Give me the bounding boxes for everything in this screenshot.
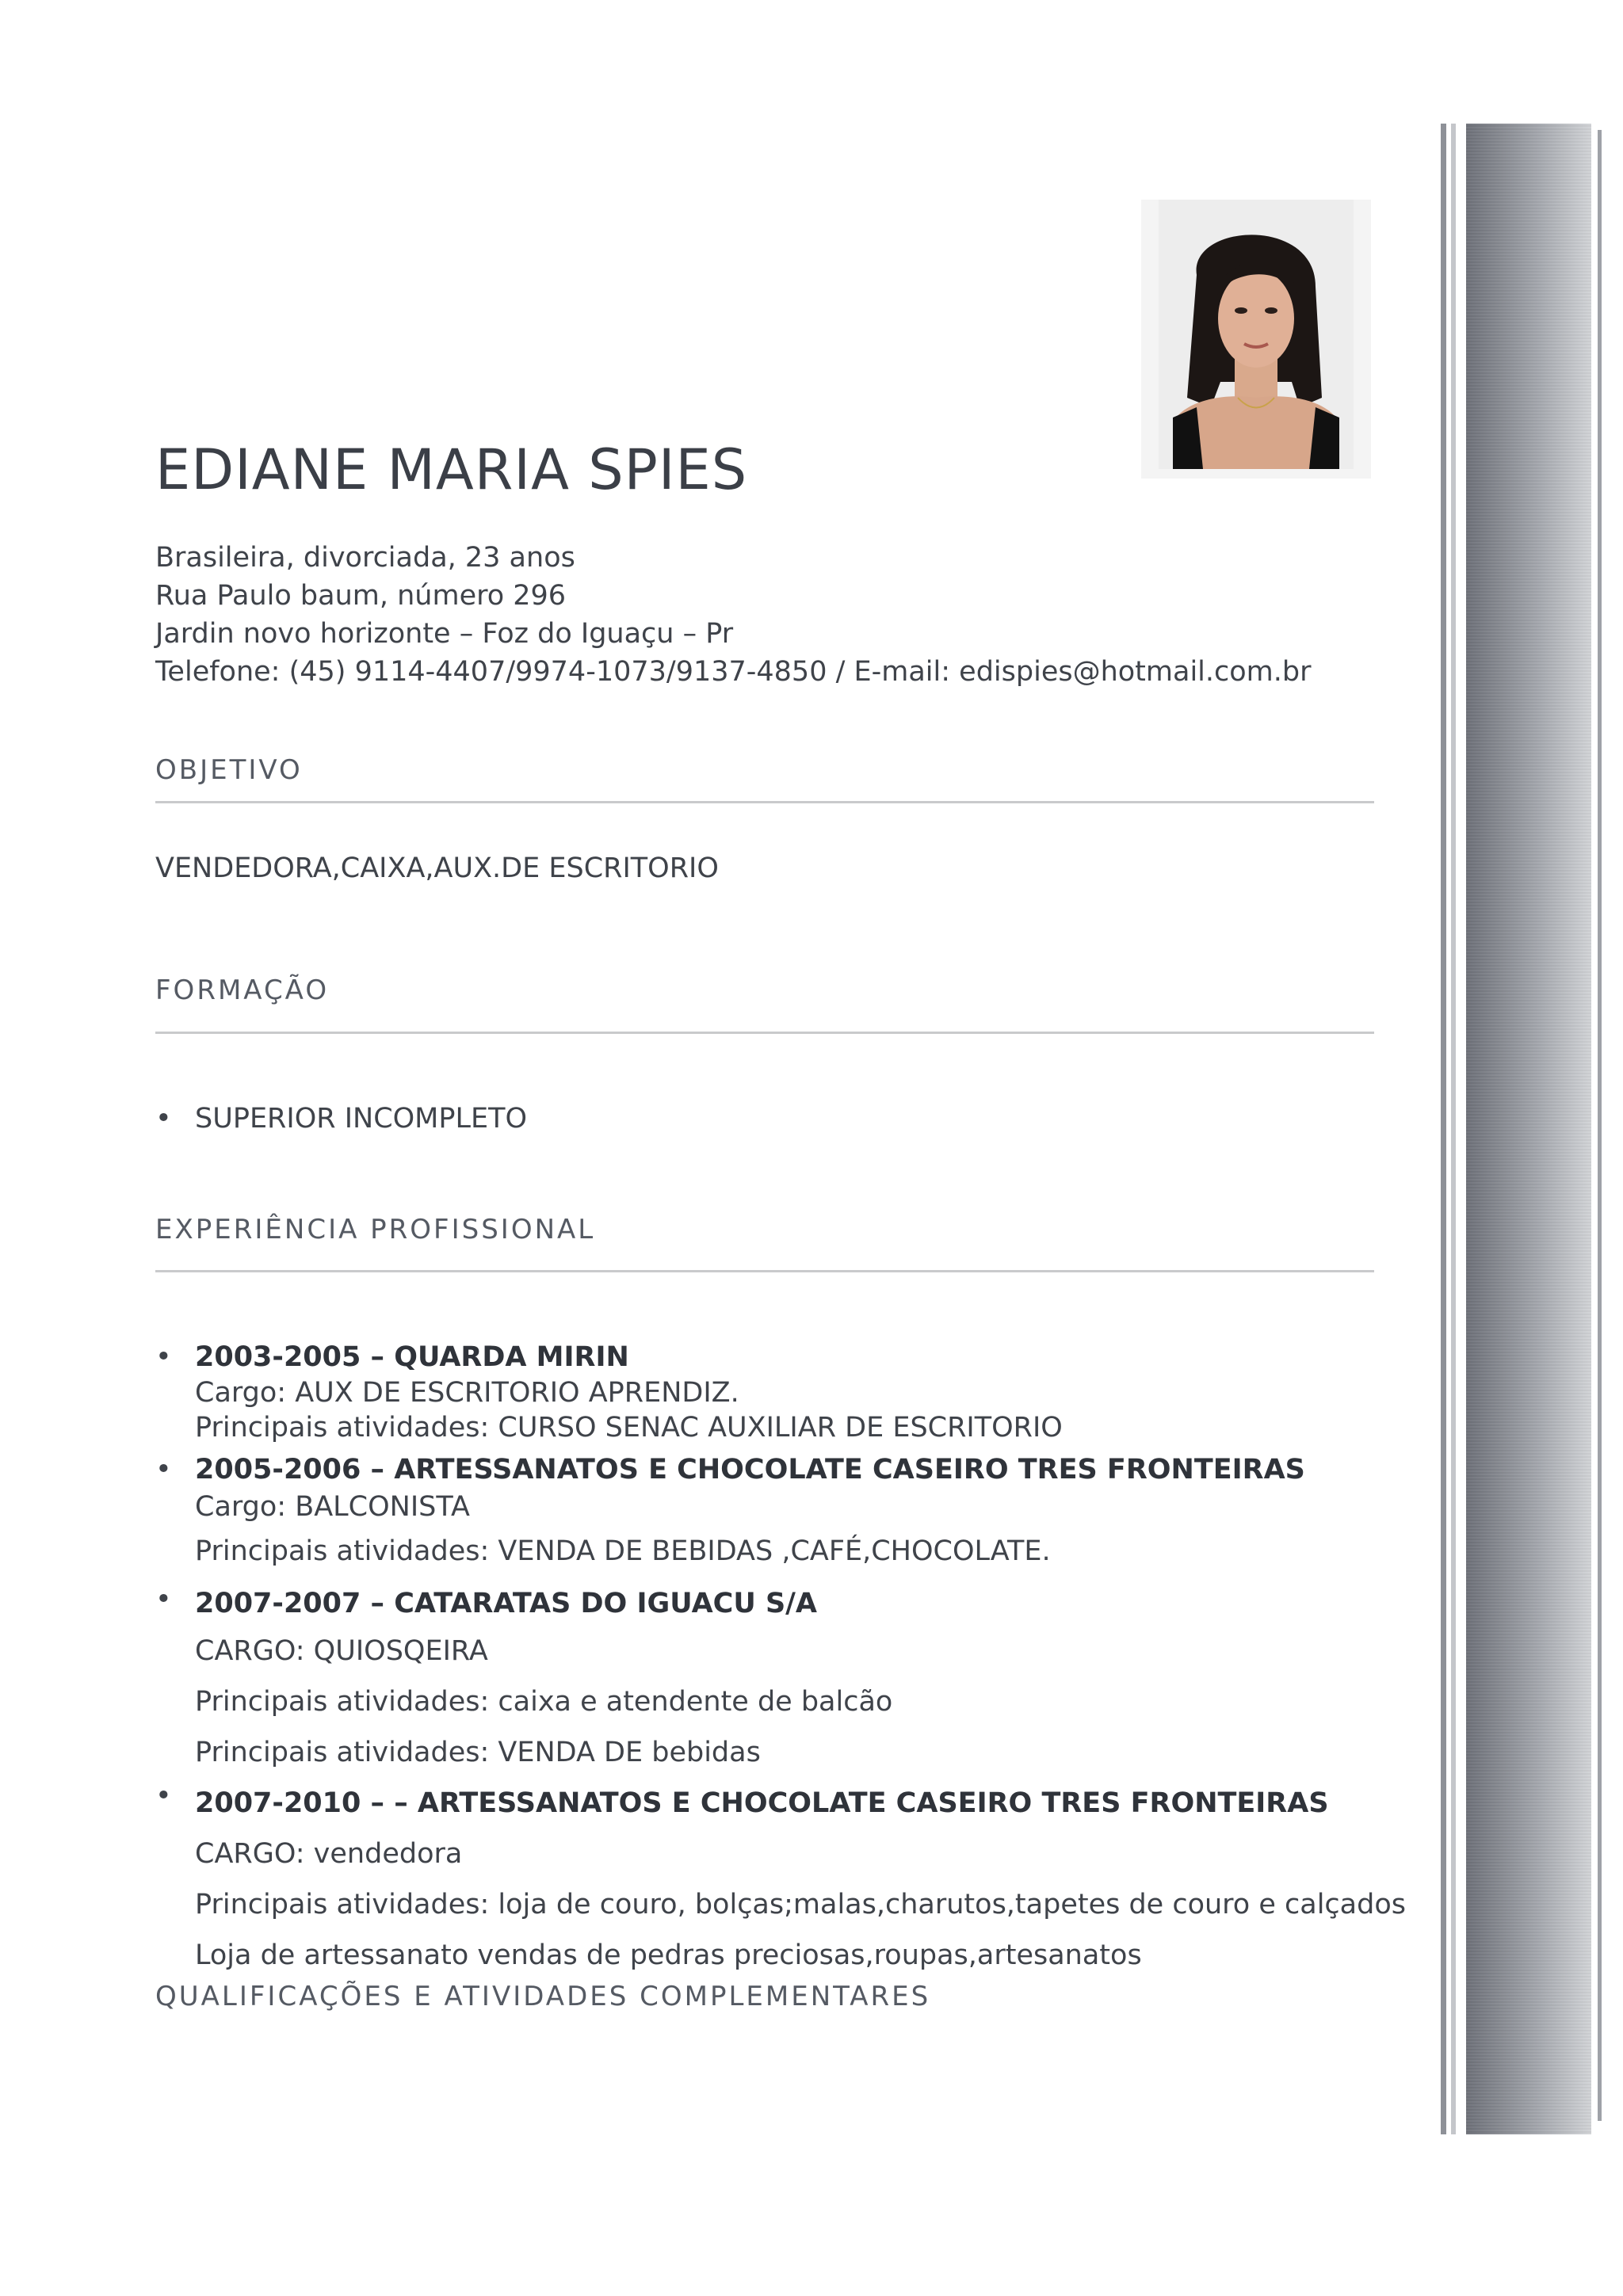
info-line-nationality: Brasileira, divorciada, 23 anos <box>155 542 575 574</box>
bullet-marker: • <box>155 1103 172 1135</box>
job-line: Principais atividades: VENDA DE BEBIDAS ,CAFÉ,CHOCOLATE. <box>195 1535 1051 1567</box>
job-heading: 2005-2006 – ARTESSANATOS E CHOCOLATE CASEIRO TRES FRONTEIRAS <box>195 1454 1305 1486</box>
experience-list <box>155 1339 1439 1981</box>
info-line-contact: Telefone: (45) 9114-4407/9974-1073/9137-4850 / E-mail: edispies@hotmail.com.br <box>155 656 1312 688</box>
objective-text: VENDEDORA,CAIXA,AUX.DE ESCRITORIO <box>155 852 719 884</box>
job-line: CARGO: QUIOSQEIRA <box>195 1635 488 1667</box>
section-divider <box>155 1032 1374 1034</box>
list-item <box>155 1778 1439 1981</box>
bullet-marker: • <box>155 1341 172 1373</box>
job-line: Cargo: BALCONISTA <box>195 1491 470 1523</box>
job-line: Principais atividades: loja de couro, bolças;malas,charutos,tapetes de couro e calçados <box>195 1889 1406 1920</box>
job-line: Principais atividades: VENDA DE bebidas <box>195 1737 761 1768</box>
section-title-experiencia: EXPERIÊNCIA PROFISSIONAL <box>155 1214 596 1245</box>
job-line: Loja de artessanato vendas de pedras preciosas,roupas,artesanatos <box>195 1939 1142 1971</box>
job-heading: 2007-2010 – – ARTESSANATOS E CHOCOLATE CASEIRO TRES FRONTEIRAS <box>195 1787 1329 1819</box>
section-title-formacao: FORMAÇÃO <box>155 974 330 1006</box>
personal-info <box>155 539 1312 691</box>
profile-photo <box>1141 200 1371 479</box>
bullet-marker: • <box>155 1454 172 1486</box>
list-item <box>155 1339 1439 1445</box>
job-line: Principais atividades: caixa e atendente de balcão <box>195 1686 893 1718</box>
job-heading: 2007-2007 – CATARATAS DO IGUACU S/A <box>195 1588 818 1619</box>
list-item <box>155 1103 527 1135</box>
section-title-qualificacoes: QUALIFICAÇÕES E ATIVIDADES COMPLEMENTARES <box>155 1981 931 2012</box>
decorative-side-bar <box>1441 124 1604 2134</box>
job-line: CARGO: vendedora <box>195 1838 463 1870</box>
list-item <box>155 1451 1439 1577</box>
section-title-objetivo: OBJETIVO <box>155 754 303 786</box>
info-line-address: Rua Paulo baum, número 296 <box>155 580 567 612</box>
job-heading: 2003-2005 – QUARDA MIRIN <box>195 1341 629 1373</box>
bullet-marker: • <box>155 1780 172 1812</box>
bullet-marker: • <box>155 1584 172 1615</box>
candidate-name: EDIANE MARIA SPIES <box>155 437 748 502</box>
job-line: Cargo: AUX DE ESCRITORIO APRENDIZ. <box>195 1377 739 1409</box>
section-divider <box>155 1270 1374 1272</box>
list-item <box>155 1581 1439 1778</box>
job-line: Principais atividades: CURSO SENAC AUXILIAR DE ESCRITORIO <box>195 1412 1063 1444</box>
section-divider <box>155 801 1374 803</box>
info-line-district: Jardin novo horizonte – Foz do Iguaçu – Pr <box>155 618 734 650</box>
formacao-item: SUPERIOR INCOMPLETO <box>195 1103 528 1135</box>
